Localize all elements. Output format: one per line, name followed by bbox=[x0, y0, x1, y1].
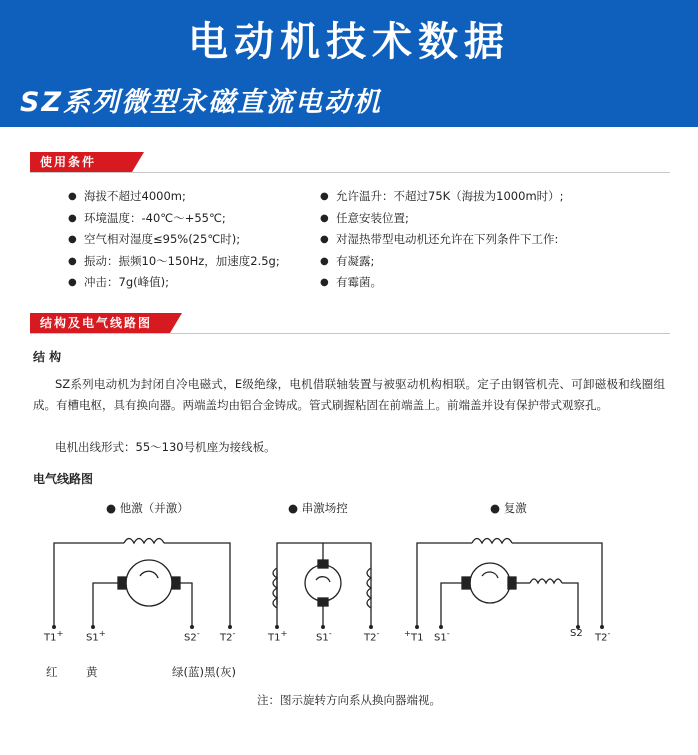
list-item: ● 允许温升：不超过75K（海拔为1000m时）; bbox=[320, 186, 564, 208]
lead-paragraph: 电机出线形式：55～130号机座为接线板。 bbox=[55, 440, 276, 454]
list-item: ● 任意安装位置; bbox=[320, 208, 564, 230]
header-banner bbox=[0, 0, 698, 127]
section-title-structure: 结构及电气线路图 bbox=[30, 313, 170, 333]
structure-title: 结 构 bbox=[33, 350, 62, 364]
page-title: 电动机技术数据 bbox=[188, 19, 510, 65]
terminal-t2: T2- bbox=[595, 628, 611, 644]
color-green-black: 绿(蓝)黑(灰) bbox=[172, 665, 236, 679]
footnote: 注：图示旋转方向系从换向器端视。 bbox=[257, 693, 441, 707]
terminal-t2: T2- bbox=[364, 628, 380, 644]
conditions-left-list bbox=[68, 186, 280, 294]
list-item: ● 冲击：7g(峰值); bbox=[68, 272, 280, 294]
terminal-t1: T1+ bbox=[44, 628, 64, 644]
list-item: ● 振动：振频10～150Hz，加速度2.5g; bbox=[68, 251, 280, 273]
conditions-right-list bbox=[320, 186, 564, 294]
list-item: ● 对湿热带型电动机还允许在下列条件下工作: bbox=[320, 229, 564, 251]
terminal-s1: S1- bbox=[316, 628, 332, 644]
terminal-t1: T1+ bbox=[268, 628, 288, 644]
section-header-conditions bbox=[30, 152, 670, 173]
list-item: ● 有凝露; bbox=[320, 251, 564, 273]
section-header-structure bbox=[30, 313, 670, 334]
page-subtitle: SZ系列微型永磁直流电动机 bbox=[20, 87, 383, 118]
diagram-label-compound: ● 复激 bbox=[490, 501, 527, 515]
terminal-s2: S2 bbox=[570, 628, 583, 639]
terminal-s1: S1- bbox=[434, 628, 450, 644]
diagram-compound bbox=[417, 539, 602, 628]
list-item: ● 海拔不超过4000m; bbox=[68, 186, 280, 208]
diagram-label-series: ● 串激场控 bbox=[288, 501, 348, 515]
list-item: ● 空气相对湿度≤95%(25℃时); bbox=[68, 229, 280, 251]
color-yellow: 黄 bbox=[86, 665, 98, 679]
terminal-s1: S1+ bbox=[86, 628, 106, 644]
diagram-label-separate: ● 他激（并激） bbox=[106, 501, 189, 515]
section-title-conditions: 使用条件 bbox=[30, 152, 132, 172]
structure-paragraph: SZ系列电动机为封闭自冷电磁式，E级绝缘，电机借联轴装置与被驱动机构相联。定子由钢管机壳、可卸磁极和线圈组成。有槽电枢，具有换向器。两端盖均由铝合金铸成。管式刷握粘固在前端盖上。前端盖并设有保护带式观察孔。 bbox=[33, 377, 665, 412]
circuit-title: 电气线路图 bbox=[33, 472, 94, 486]
terminal-t2: T2- bbox=[220, 628, 236, 644]
terminal-s2: S2- bbox=[184, 628, 200, 644]
diagram-series bbox=[273, 543, 371, 627]
list-item: ● 环境温度：-40℃～+55℃; bbox=[68, 208, 280, 230]
diagram-separate bbox=[54, 539, 230, 628]
color-red: 红 bbox=[46, 665, 58, 679]
list-item: ● 有霉菌。 bbox=[320, 272, 564, 294]
terminal-t1: +T1 bbox=[404, 628, 424, 644]
